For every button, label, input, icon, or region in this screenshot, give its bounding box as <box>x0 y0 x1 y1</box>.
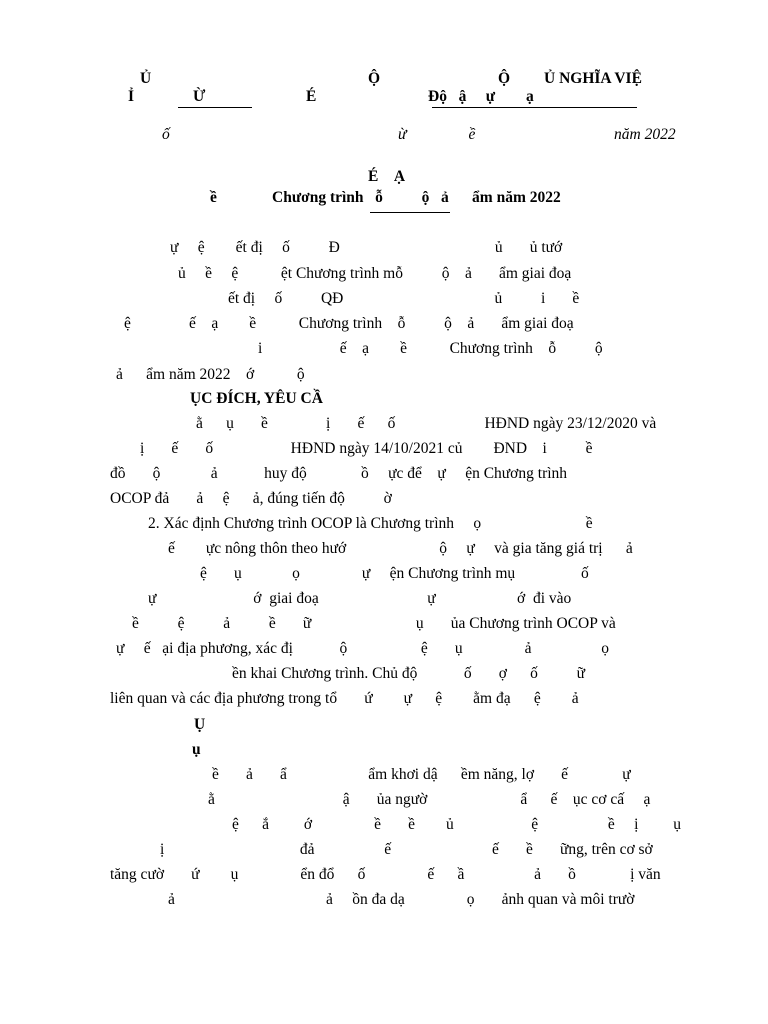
body-line: ủ ề ệ ệt Chương trình mỗ ộ ả ẩm giai đoạ <box>178 265 572 282</box>
body-line: i ế ạ ề Chương trình ỗ ộ <box>258 340 603 357</box>
header-left-line1: Ủ <box>140 70 152 87</box>
header-left-line2a: Ỉ <box>128 88 135 105</box>
title-rule <box>370 212 450 213</box>
header-left-rule <box>178 107 252 108</box>
body-line: ề ệ ả ề ữ ụ ủa Chương trình OCOP và <box>132 615 616 632</box>
body-line: ự ế ại địa phương, xác đị ộ ệ ụ ả ọ <box>116 640 609 657</box>
section-heading: ỤC ĐÍCH, YÊU CẦ <box>190 390 323 407</box>
header-right-line1a: Ộ <box>368 70 381 87</box>
body-line: tăng cườ ứ ụ ển đổ ố ế ầ ả ồ ị văn <box>110 866 661 883</box>
header-right-line1c: Ủ NGHĨA VIỆ <box>544 70 642 87</box>
body-line: ền khai Chương trình. Chủ độ ố ợ ố ữ <box>232 665 586 682</box>
title-line2b: Chương trình ỗ ộ ả ẩm năm 2022 <box>272 189 561 206</box>
body-line: đồ ộ ả huy độ ồ ực để ự ện Chương trình <box>110 465 568 482</box>
title-line1: É Ạ <box>368 168 406 185</box>
header-right-rule <box>432 107 637 108</box>
section-heading: Ụ <box>194 716 206 733</box>
body-line: ị ế ố HĐND ngày 14/10/2021 củ ĐND i ề <box>140 440 593 457</box>
body-line: ự ớ giai đoạ ự ớ đi vào <box>148 590 572 607</box>
body-line: ị đả ế ế ề ững, trên cơ sở <box>160 841 653 858</box>
subsection-heading: ụ <box>192 741 201 758</box>
body-line: ết đị ố QĐ ủ i ề <box>228 290 580 307</box>
header-right-line2: Độ ậ ự ạ <box>428 88 534 105</box>
body-line: ự ệ ết đị ố Đ ủ ủ tướ <box>170 239 563 256</box>
body-line: ệ ắ ớ ề ề ủ ệ ề ị ụ <box>232 816 682 833</box>
body-line: ệ ế ạ ề Chương trình ỗ ộ ả ẩm giai đoạ <box>124 315 574 332</box>
body-line: ệ ụ ọ ự ện Chương trình mụ ố <box>200 565 589 582</box>
header-left-line2c: É <box>306 88 317 105</box>
date-left: ố <box>162 126 170 143</box>
body-line: ằ ậ ủa ngườ ẩ ế ục cơ cấ ạ <box>208 791 651 808</box>
header-right-line1b: Ộ <box>498 70 511 87</box>
body-line: ề ả ẩ ẩm khơi dậ ềm năng, lợ ế ự <box>212 766 631 783</box>
body-line: ằ ụ ề ị ế ố HĐND ngày 23/12/2020 và <box>196 415 657 432</box>
date-right: năm 2022 <box>614 126 676 143</box>
body-line: ế ực nông thôn theo hướ ộ ự và gia tăng giá trị ả <box>168 540 633 557</box>
body-line: liên quan và các địa phương trong tổ ứ ự ệ ằm đạ ệ ả <box>110 690 579 707</box>
body-line: OCOP đả ả ệ ả, đúng tiến độ ờ <box>110 490 392 507</box>
body-line: ả ả ồn đa dạ ọ ảnh quan và môi trườ <box>168 891 635 908</box>
title-line2a: ề <box>210 189 217 206</box>
body-line: 2. Xác định Chương trình OCOP là Chương trình ọ ề <box>148 515 593 532</box>
body-line: ả ẩm năm 2022 ớ ộ <box>116 366 305 383</box>
date-mid: ừ ề <box>398 126 476 143</box>
header-left-line2b: Ừ <box>193 88 206 105</box>
